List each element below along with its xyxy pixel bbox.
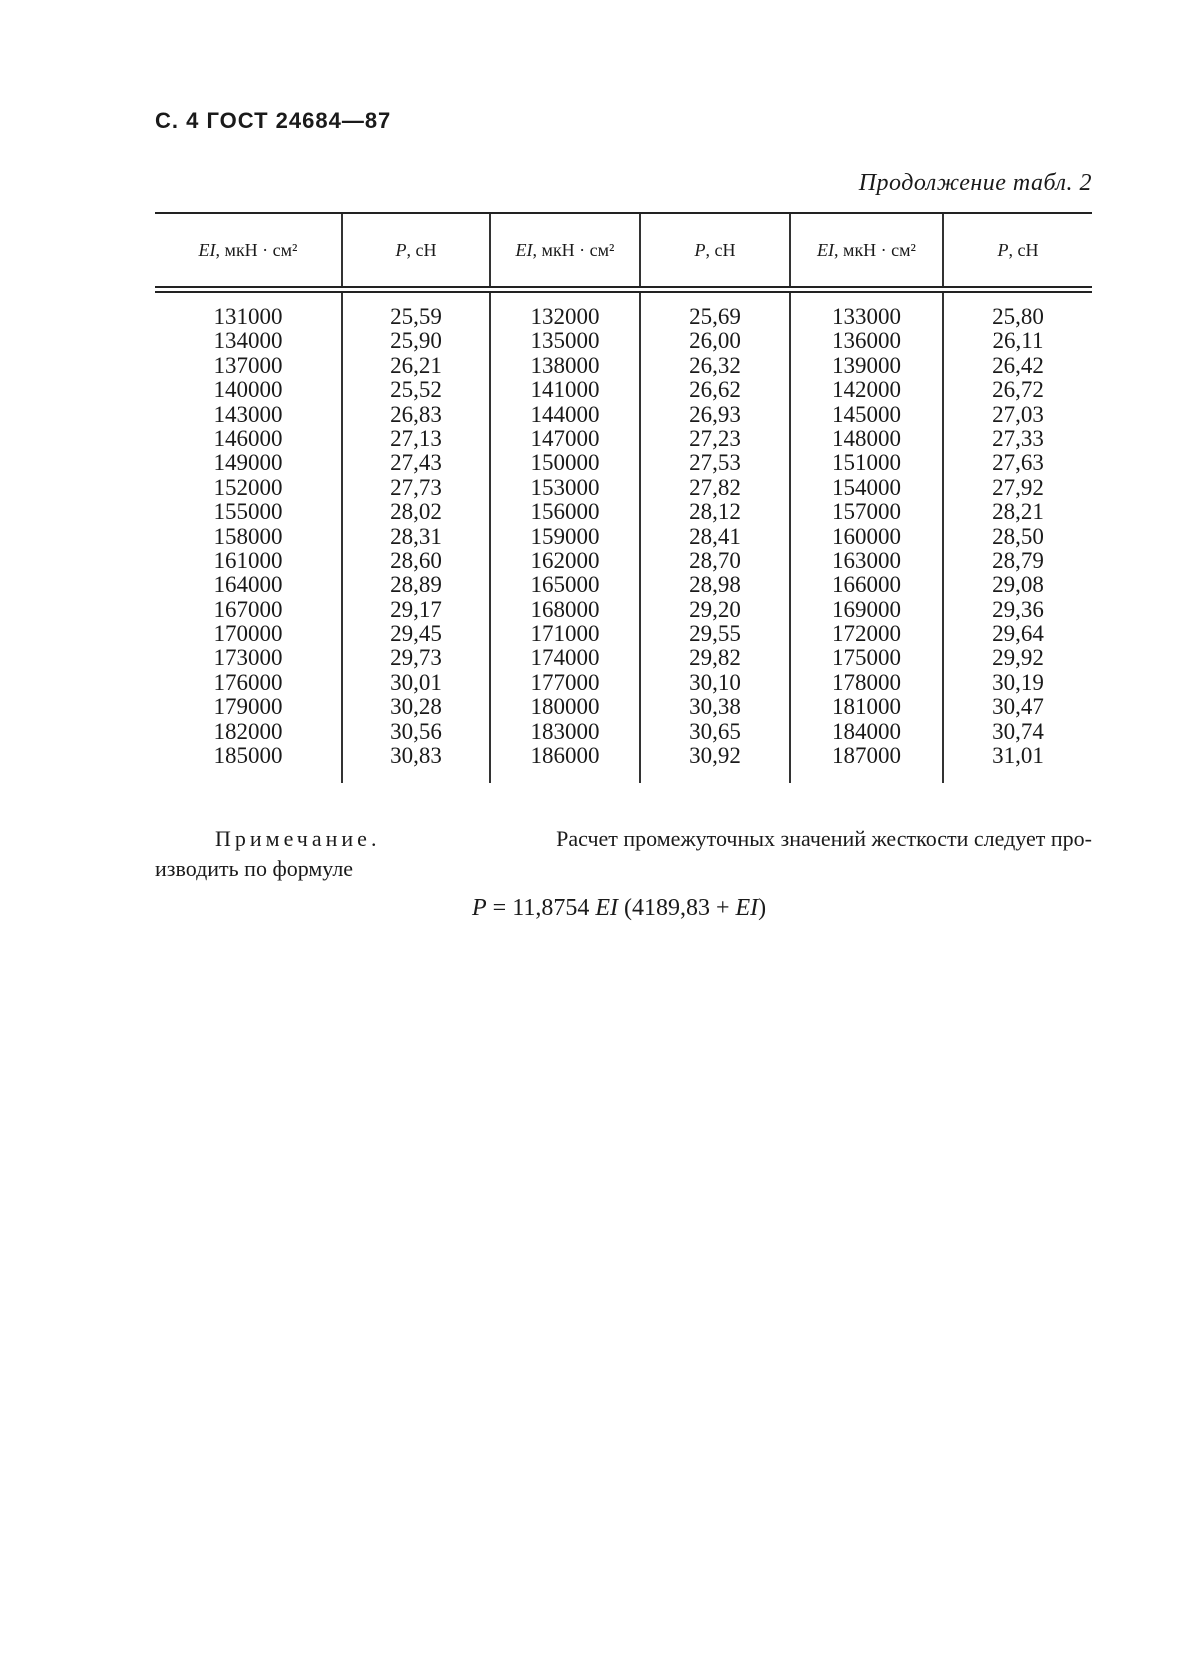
header-ei-2: EI , мкН · см² bbox=[515, 239, 615, 260]
table-cell: 30,65 bbox=[689, 718, 741, 744]
table-cell: 30,10 bbox=[689, 669, 741, 695]
table-cell: 28,89 bbox=[390, 572, 442, 598]
table-cell: 30,28 bbox=[390, 694, 442, 720]
table-cell: 31,01 bbox=[992, 743, 1044, 769]
table-cell: 155000 bbox=[213, 499, 283, 525]
table-cell: 187000 bbox=[832, 743, 901, 769]
table-cell: 27,63 bbox=[992, 450, 1044, 476]
page-header: С. 4 ГОСТ 24684—87 bbox=[155, 108, 392, 133]
table-cell: 184000 bbox=[832, 718, 901, 744]
note-label: Примечание. bbox=[215, 826, 381, 851]
table-cell: 146000 bbox=[213, 425, 283, 451]
table-cell: 152000 bbox=[213, 474, 283, 500]
table-cell: 30,19 bbox=[992, 669, 1044, 695]
header-p-1: P , сН bbox=[395, 239, 437, 260]
table-cell: 144000 bbox=[530, 401, 600, 427]
table-cell: 145000 bbox=[832, 401, 901, 427]
table-cell: 28,02 bbox=[390, 499, 442, 525]
table-cell: 26,42 bbox=[992, 352, 1044, 378]
table-cell: 147000 bbox=[530, 425, 600, 451]
table-cell: 173000 bbox=[213, 645, 283, 671]
table-cell: 28,21 bbox=[992, 499, 1044, 525]
table-cell: 151000 bbox=[832, 450, 901, 476]
table-cell: 27,43 bbox=[390, 450, 442, 476]
header-ei-1: EI , мкН · см² bbox=[198, 239, 298, 260]
table-cell: 26,83 bbox=[390, 401, 442, 427]
table-cell: 137000 bbox=[213, 352, 283, 378]
table-cell: 159000 bbox=[530, 523, 600, 549]
table-cell: 139000 bbox=[832, 352, 901, 378]
table-cell: 131000 bbox=[213, 304, 283, 329]
column-p-2 bbox=[641, 293, 789, 768]
table-cell: 27,23 bbox=[689, 425, 741, 451]
table-cell: 28,79 bbox=[992, 547, 1044, 573]
table-cell: 28,50 bbox=[992, 523, 1044, 549]
table-cell: 162000 bbox=[530, 547, 600, 573]
table-cell: 172000 bbox=[832, 621, 901, 647]
column-p-1 bbox=[343, 293, 489, 768]
column-ei-3 bbox=[791, 293, 942, 768]
table-cell: 136000 bbox=[832, 328, 901, 354]
table-cell: 134000 bbox=[213, 328, 283, 354]
table-cell: 27,53 bbox=[689, 450, 741, 476]
table-cell: 30,01 bbox=[390, 669, 442, 695]
header-p-2: P , сН bbox=[694, 239, 736, 260]
column-ei-2 bbox=[491, 293, 639, 768]
table-cell: 29,64 bbox=[992, 621, 1044, 647]
table-continuation-caption: Продолжение табл. 2 bbox=[858, 170, 1092, 196]
table-cell: 28,60 bbox=[390, 547, 442, 573]
table-cell: 168000 bbox=[530, 596, 600, 622]
table-cell: 141000 bbox=[530, 377, 600, 403]
table-cell: 176000 bbox=[213, 669, 283, 695]
table-cell: 30,92 bbox=[689, 743, 741, 769]
table-cell: 169000 bbox=[832, 596, 901, 622]
table-cell: 175000 bbox=[832, 645, 901, 671]
table-cell: 29,82 bbox=[689, 645, 741, 671]
table-cell: 28,98 bbox=[689, 572, 741, 598]
table-cell: 29,92 bbox=[992, 645, 1044, 671]
table-cell: 30,47 bbox=[992, 694, 1044, 720]
table-cell: 174000 bbox=[530, 645, 600, 671]
table-cell: 29,08 bbox=[992, 572, 1044, 598]
column-ei-1 bbox=[155, 293, 341, 768]
table-cell: 26,62 bbox=[689, 377, 741, 403]
table-note bbox=[155, 824, 1092, 884]
table-cell: 170000 bbox=[213, 621, 283, 647]
table-cell: 149000 bbox=[213, 450, 283, 476]
table-cell: 26,32 bbox=[689, 352, 741, 378]
table-cell: 150000 bbox=[530, 450, 600, 476]
table-cell: 26,00 bbox=[689, 328, 741, 354]
table-cell: 25,52 bbox=[390, 377, 442, 403]
table-cell: 166000 bbox=[832, 572, 901, 598]
note-text-line2: изводить по формуле bbox=[155, 856, 354, 881]
table-cell: 143000 bbox=[213, 401, 283, 427]
table-cell: 132000 bbox=[530, 304, 600, 329]
table-cell: 27,92 bbox=[992, 474, 1044, 500]
table-cell: 26,93 bbox=[689, 401, 741, 427]
table-cell: 29,55 bbox=[689, 621, 741, 647]
table-cell: 29,20 bbox=[689, 596, 741, 622]
column-p-3 bbox=[944, 293, 1092, 768]
table-cell: 30,56 bbox=[390, 718, 442, 744]
table-cell: 133000 bbox=[832, 304, 901, 329]
table-cell: 29,17 bbox=[390, 596, 442, 622]
table-cell: 27,13 bbox=[390, 425, 442, 451]
table-cell: 138000 bbox=[530, 352, 600, 378]
table-cell: 161000 bbox=[213, 547, 283, 573]
table-cell: 26,11 bbox=[992, 328, 1044, 354]
table-cell: 30,38 bbox=[689, 694, 741, 720]
table-cell: 28,41 bbox=[689, 523, 741, 549]
table-cell: 25,90 bbox=[390, 328, 442, 354]
table-cell: 26,72 bbox=[992, 377, 1044, 403]
table-cell: 148000 bbox=[832, 425, 901, 451]
table-body bbox=[155, 293, 1092, 783]
stiffness-formula: P = 11,8754 EI (4189,83 + EI) bbox=[472, 895, 767, 921]
table-cell: 156000 bbox=[530, 499, 600, 525]
table-cell: 185000 bbox=[213, 743, 283, 769]
table-cell: 28,70 bbox=[689, 547, 741, 573]
table-cell: 27,03 bbox=[992, 401, 1044, 427]
table-cell: 178000 bbox=[832, 669, 901, 695]
table-cell: 154000 bbox=[832, 474, 901, 500]
table-cell: 186000 bbox=[530, 743, 600, 769]
stiffness-table bbox=[155, 212, 1092, 783]
table-cell: 153000 bbox=[530, 474, 600, 500]
table-cell: 171000 bbox=[530, 621, 600, 647]
table-cell: 181000 bbox=[832, 694, 901, 720]
header-double-rule bbox=[155, 286, 1092, 293]
table-cell: 28,31 bbox=[390, 523, 442, 549]
table-cell: 177000 bbox=[530, 669, 600, 695]
table-cell: 183000 bbox=[530, 718, 600, 744]
header-ei-3: EI , мкН · см² bbox=[817, 239, 916, 260]
table-cell: 29,36 bbox=[992, 596, 1044, 622]
table-cell: 30,83 bbox=[390, 743, 442, 769]
table-cell: 158000 bbox=[213, 523, 283, 549]
table-cell: 25,59 bbox=[390, 304, 442, 329]
table-cell: 25,80 bbox=[992, 304, 1044, 329]
table-cell: 160000 bbox=[832, 523, 901, 549]
table-cell: 180000 bbox=[530, 694, 600, 720]
table-cell: 157000 bbox=[832, 499, 901, 525]
table-cell: 27,73 bbox=[390, 474, 442, 500]
table-cell: 142000 bbox=[832, 377, 901, 403]
table-cell: 140000 bbox=[213, 377, 283, 403]
table-cell: 179000 bbox=[213, 694, 283, 720]
table-header-row bbox=[155, 214, 1092, 286]
table-cell: 164000 bbox=[213, 572, 283, 598]
table-cell: 30,74 bbox=[992, 718, 1044, 744]
table-cell: 167000 bbox=[213, 596, 283, 622]
table-cell: 163000 bbox=[832, 547, 901, 573]
table-cell: 165000 bbox=[530, 572, 600, 598]
note-text-line1: Расчет промежуточных значений жесткости следует про- bbox=[556, 826, 1092, 851]
table-cell: 29,73 bbox=[390, 645, 442, 671]
table-cell: 135000 bbox=[530, 328, 600, 354]
table-cell: 27,82 bbox=[689, 474, 741, 500]
table-cell: 25,69 bbox=[689, 304, 741, 329]
header-p-3: P , сН bbox=[997, 239, 1039, 260]
table-cell: 28,12 bbox=[689, 499, 741, 525]
table-cell: 27,33 bbox=[992, 425, 1044, 451]
table-cell: 26,21 bbox=[390, 352, 442, 378]
table-cell: 29,45 bbox=[390, 621, 442, 647]
table-cell: 182000 bbox=[213, 718, 283, 744]
